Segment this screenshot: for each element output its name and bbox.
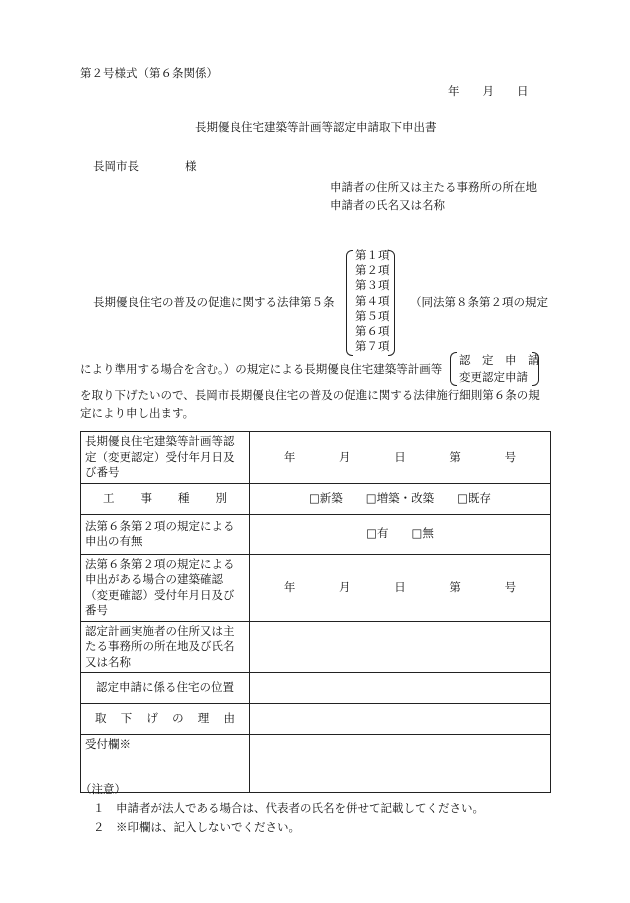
label-char: 事 [140,490,152,505]
items-bracket-right [388,250,395,356]
label-char: 理 [197,711,210,726]
law-item: 第５項 [355,308,390,323]
number-suffix-label: 号 [504,449,517,464]
label-char: 工 [103,490,115,505]
table-row [81,735,551,793]
table-row [81,621,551,673]
reception-label: 受付欄※ [81,735,250,793]
body-line-3: を取り下げたいので、長岡市長期優良住宅の普及の促進に関する法律施行細則第６条の規 [80,388,540,402]
note-item: ２ ※印欄は、記入しないでください。 [93,820,300,834]
withdrawal-reason-label [81,704,250,735]
law-item: 第１項 [355,248,390,262]
withdrawal-reason-value[interactable] [250,704,551,735]
table-row [81,554,551,621]
construction-type-label [81,483,250,514]
cert-bracket-left [450,352,457,386]
number-prefix-label: 第 [449,579,461,594]
law-prefix: 長期優良住宅の普及の促進に関する法律第５条 [93,295,335,309]
applicant-name: 申請者の氏名又は名称 [330,198,445,212]
cert-option: 変更認定申請 [459,370,528,384]
law-item: 第７項 [355,339,390,354]
applicant-address: 申請者の住所又は主たる事務所の所在地 [330,180,537,194]
application-table [80,431,551,793]
law-item: 第３項 [355,278,390,293]
house-location-value[interactable] [250,673,551,704]
document-title: 長期優良住宅建築等計画等認定申請取下申出書 [195,120,437,134]
label-char: 由 [223,711,235,726]
notification-label: 法第６条第２項の規定による申出の有無 [81,514,250,554]
table-row [81,483,551,514]
law-suffix: （同法第８条第２項の規定 [410,295,548,309]
label-char: げ [146,711,158,726]
items-bracket-left [346,250,353,356]
body-line-2: により準用する場合を含む。）の規定による長期優良住宅建築等計画等 [80,362,443,376]
receipt-date-cell[interactable] [250,432,551,484]
day-label: 日 [394,449,406,464]
number-suffix-label: 号 [504,579,517,594]
number-prefix-label: 第 [449,449,461,464]
year-label: 年 [283,579,296,594]
construction-type-options[interactable]: □新築 □増築・改築 □既存 [250,483,551,514]
reception-value [250,735,551,793]
label-char: の [172,711,184,726]
addressee: 長岡市長 様 [93,159,197,173]
body-line-4: 定により申し出ます。 [80,406,195,420]
day-label: 日 [394,579,406,594]
table-row [81,673,551,704]
table-row [81,704,551,735]
table-row [81,514,551,554]
implementer-value[interactable] [250,621,551,673]
label-char: 別 [215,490,227,505]
label-char: 取 [95,711,107,726]
building-confirmation-label: 法第６条第２項の規定による申出がある場合の建築確認（変更確認）受付年月日及び番号 [81,554,250,621]
cert-option: 認 定 申 請 [459,353,540,367]
notification-options[interactable]: □有 □無 [250,514,551,554]
building-confirmation-date-cell[interactable] [250,554,551,621]
note-item: １ 申請者が法人である場合は、代表者の氏名を併せて記載してください。 [93,801,484,815]
law-item: 第６項 [355,323,390,338]
law-item: 第２項 [355,263,390,278]
month-label: 月 [339,449,351,464]
receipt-label: 長期優良住宅建築等計画等認定（変更認定）受付年月日及び番号 [81,432,250,484]
label-char: 種 [178,490,190,505]
table-row [81,432,551,484]
implementer-label: 認定計画実施者の住所又は主たる事務所の所在地及び氏名又は名称 [81,621,250,673]
cert-bracket-right [532,352,539,386]
month-label: 月 [339,579,351,594]
law-item-list [355,248,390,354]
label-char: 下 [120,711,133,726]
year-label: 年 [283,449,296,464]
date-line: 年 月 日 [448,84,529,98]
form-number: 第２号様式（第６条関係） [80,66,218,80]
notes-heading: （注意） [80,782,126,796]
house-location-label: 認定申請に係る住宅の位置 [81,673,250,704]
law-item: 第４項 [355,293,390,308]
